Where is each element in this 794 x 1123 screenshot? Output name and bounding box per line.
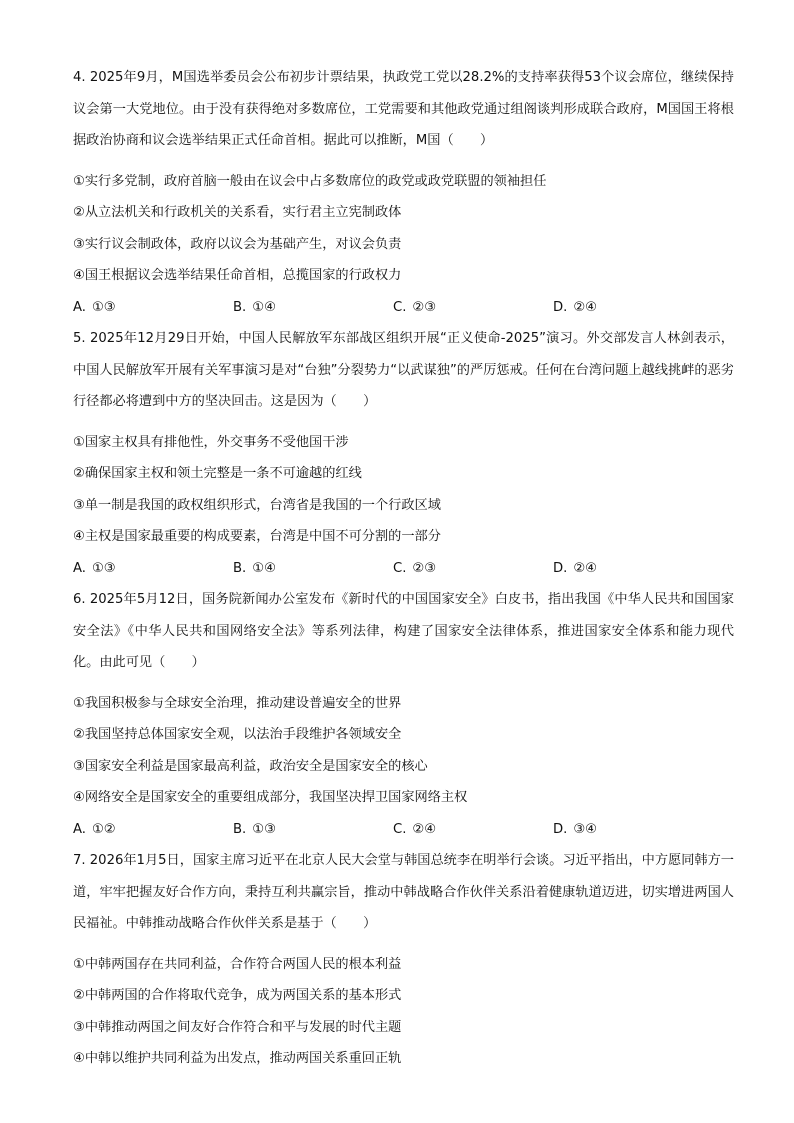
answer-choice-d[interactable] [553,292,713,324]
choice-value: ①④ [252,299,276,315]
answer-choice-a[interactable] [73,292,233,324]
statement-option: ④网络安全是国家安全的重要组成部分，我国坚决捍卫国家网络主权 [73,790,468,805]
choice-value: ①② [91,821,116,837]
question-6 [73,584,734,845]
statement-option: ①我国积极参与全球安全治理，推动建设普遍安全的世界 [73,695,402,711]
choice-label: D. [553,560,568,576]
question-stem: 7. 2026年1月5日，国家主席习近平在北京人民大会堂与韩国总统李在明举行会谈。习近平指出，中方愿同韩方一道，牢牢把握友好合作方向，秉持互利共赢宗旨，推动中韩战略合作伙伴关系沿着健康轨道迈进，切实增进两国人民福祉。中韩推动战略合作伙伴关系是基于（ ） [73,853,734,931]
answer-choice-b[interactable] [233,553,393,585]
answer-choices [73,553,734,585]
choice-label: C. [393,560,407,576]
answer-choice-b[interactable] [233,292,393,324]
answer-choice-b[interactable] [233,814,393,846]
choice-label: A. [73,299,86,315]
choice-label: B. [233,299,247,315]
choice-label: A. [73,821,86,837]
statement-option: ③中韩推动两国之间友好合作符合和平与发展的时代主题 [73,1019,402,1035]
question-stem: 4. 2025年9月，M国选举委员会公布初步计票结果，执政党工党以28.2%的支持率获得53个议会席位，继续保持议会第一大党地位。由于没有获得绝对多数席位，工党需要和其他政党通过组阁谈判形成联合政府，M国国王将根据政治协商和议会选举结果正式任命首相。据此可以推断，M国（ ） [73,70,734,148]
choice-value: ①③ [91,299,116,315]
answer-choice-a[interactable] [73,553,233,585]
question-stem: 6. 2025年5月12日，国务院新闻办公室发布《新时代的中国国家安全》白皮书，指出我国《中华人民共和国国家安全法》《中华人民共和国网络安全法》等系列法律，构建了国家安全法律体系，推进国家安全体系和能力现代化。由此可见（ ） [73,592,734,670]
choice-label: C. [393,299,407,315]
choice-value: ②④ [573,299,598,315]
statement-option: ③单一制是我国的政权组织形式，台湾省是我国的一个行政区域 [73,497,441,513]
choice-label: B. [233,560,247,576]
statement-option: ②中韩两国的合作将取代竞争，成为两国关系的基本形式 [73,988,402,1003]
choice-value: ①④ [252,560,276,576]
choice-label: D. [553,821,568,837]
question-7 [73,845,734,1075]
choice-value: ②③ [412,299,437,315]
choice-value: ②③ [412,560,437,576]
statement-option: ④国王根据议会选举结果任命首相，总揽国家的行政权力 [73,268,402,283]
choice-value: ①③ [252,821,276,837]
choice-value: ③④ [573,821,598,837]
statement-option: ②我国坚持总体国家安全观，以法治手段维护各领域安全 [73,727,402,742]
question-5 [73,323,734,584]
statement-option: ①中韩两国存在共同利益，合作符合两国人民的根本利益 [73,956,402,972]
question-4 [73,62,734,323]
choice-label: A. [73,560,86,576]
answer-choice-c[interactable] [393,814,553,846]
answer-choice-d[interactable] [553,814,713,846]
choice-value: ②④ [573,560,598,576]
choice-value: ①③ [91,560,116,576]
choice-label: D. [553,299,568,315]
statement-option: ④主权是国家最重要的构成要素，台湾是中国不可分割的一部分 [73,529,441,544]
choice-label: C. [393,821,407,837]
statement-option: ②从立法机关和行政机关的关系看，实行君主立宪制政体 [73,205,402,220]
answer-choice-a[interactable] [73,814,233,846]
answer-choice-c[interactable] [393,292,553,324]
answer-choices [73,292,734,324]
choice-value: ②④ [412,821,437,837]
statement-option: ③国家安全利益是国家最高利益，政治安全是国家安全的核心 [73,758,428,774]
answer-choice-c[interactable] [393,553,553,585]
statement-option: ①国家主权具有排他性，外交事务不受他国干涉 [73,434,349,450]
choice-label: B. [233,821,247,837]
statement-option: ②确保国家主权和领土完整是一条不可逾越的红线 [73,466,362,481]
statement-option: ③实行议会制政体，政府以议会为基础产生，对议会负责 [73,236,402,252]
statement-option: ①实行多党制，政府首脑一般由在议会中占多数席位的政党或政党联盟的领袖担任 [73,173,547,189]
question-stem: 5. 2025年12月29日开始，中国人民解放军东部战区组织开展“正义使命-2025”演习。外交部发言人林剑表示，中国人民解放军开展有关军事演习是对“台独”分裂势力“以武谋独”的严厉惩戒。任何在台湾问题上越线挑衅的恶劣行径都必将遭到中方的坚决回击。这是因为（ ） [73,331,734,409]
answer-choice-d[interactable] [553,553,713,585]
answer-choices [73,814,734,846]
statement-option: ④中韩以维护共同利益为出发点，推动两国关系重回正轨 [73,1051,402,1066]
